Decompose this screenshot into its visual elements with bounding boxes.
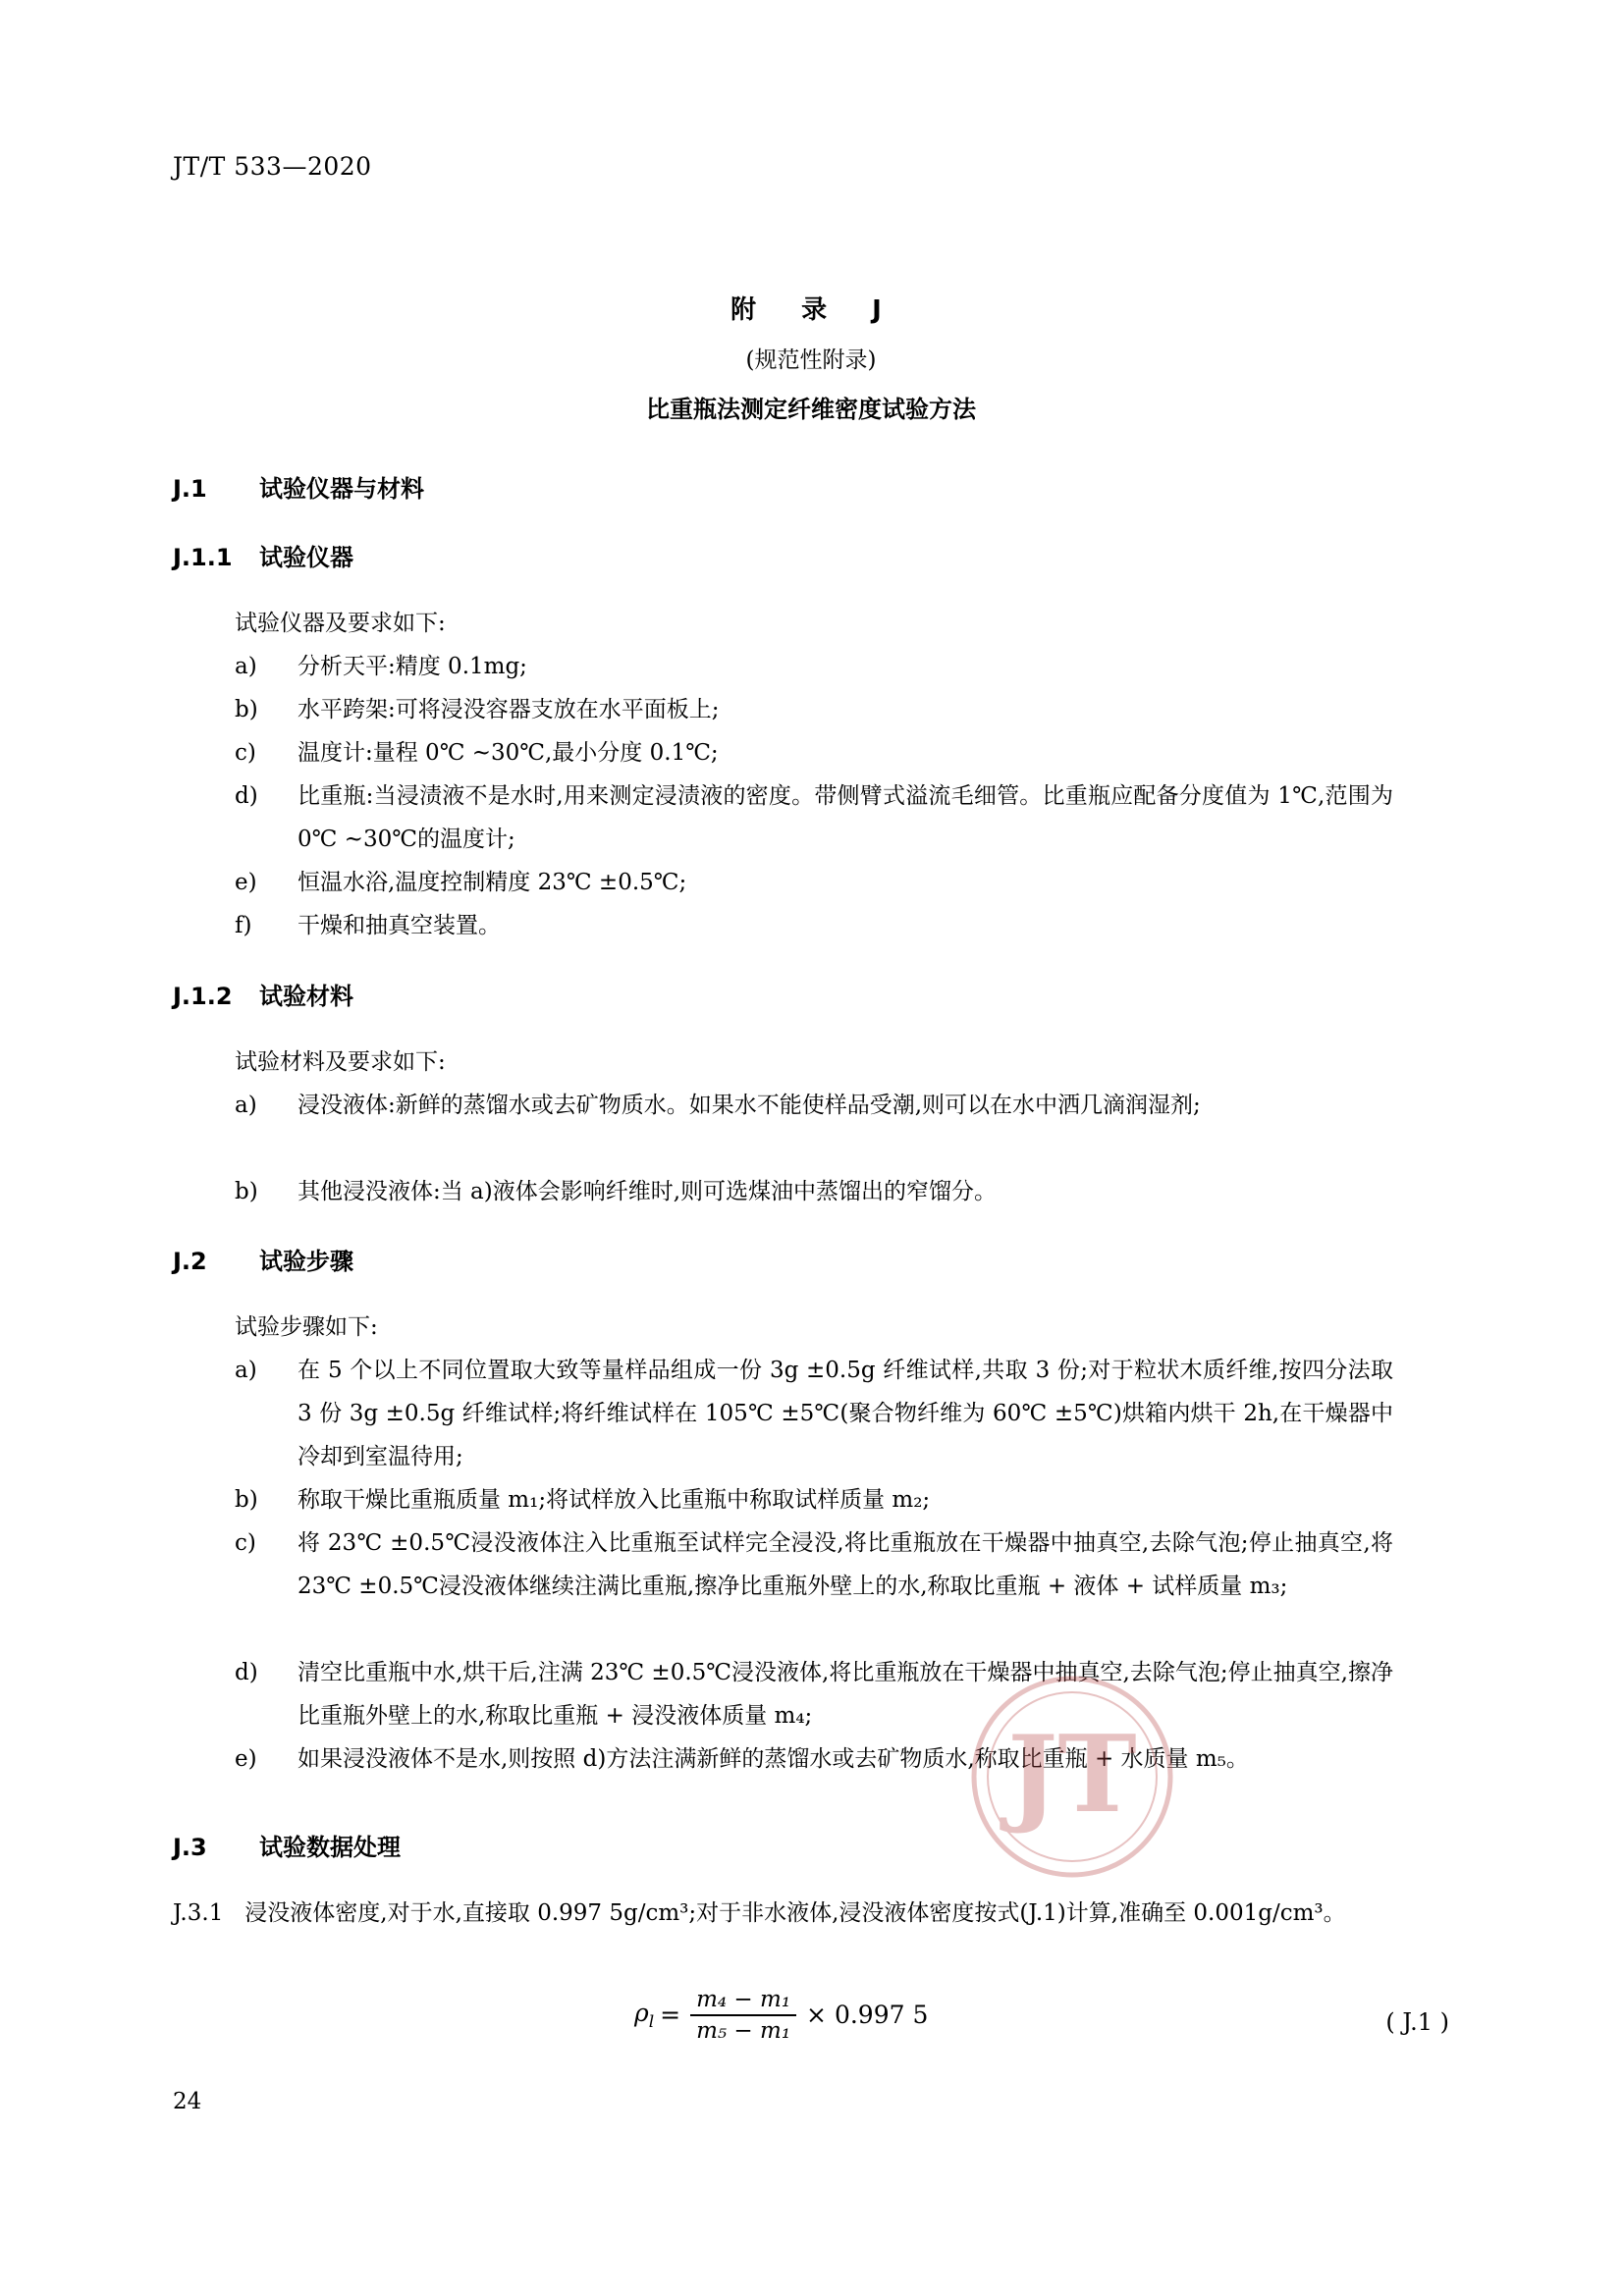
section-title-j2: 试验步骤 [259,1248,353,1275]
list-item-label: c) [235,1530,256,1556]
formula-symbol: $\rho_l$ [634,1998,655,2032]
formula-number: ( J.1 ) [1385,2008,1449,2036]
paragraph-j31 [173,1892,1449,1935]
page-content [173,0,1449,2296]
list-item [235,1478,1393,1522]
list-item-text: 将 23℃ ±0.5℃浸没液体注入比重瓶至试样完全浸没,将比重瓶放在干燥器中抽真空,去除气泡;停止抽真空,将 23℃ ±0.5℃浸没液体继续注满比重瓶,擦净比重瓶外壁上的水,称取比重瓶 + 液体 + 试样质量 m₃; [298,1530,1393,1599]
appendix-subtitle: (规范性附录) [745,347,877,373]
list-item-label: e) [235,1746,257,1772]
list-item-label: b) [235,1487,258,1513]
paragraph-j2-lead: 试验步骤如下: [235,1314,378,1340]
formula-multiplier: × 0.997 5 [806,2001,929,2030]
list-item [235,1349,1393,1478]
list-item-text: 恒温水浴,温度控制精度 23℃ ±0.5℃; [298,870,687,895]
list-item [235,731,1393,774]
paragraph-j11-lead: 试验仪器及要求如下: [235,611,446,636]
list-item [235,774,1393,861]
svg-text:JT: JT [1007,1713,1137,1837]
list-item-text: 如果浸没液体不是水,则按照 d)方法注满新鲜的蒸馏水或去矿物质水,称取比重瓶 + 水质量 m₅。 [298,1746,1249,1772]
list-item [235,1522,1393,1608]
section-title-j11: 试验仪器 [259,544,353,571]
page-header-standard-code: JT/T 533—2020 [173,152,372,181]
section-number-j1: J.1 [173,475,207,503]
formula-fraction [690,1987,796,2044]
list-item-label: d) [235,783,258,809]
formula-numerator: m₄ − m₁ [696,1987,791,2012]
appendix-title: 附 录 J [730,295,892,325]
list-item-label: a) [235,654,257,679]
list-item-label: a) [235,1358,257,1383]
paragraph-j12-lead: 试验材料及要求如下: [235,1049,446,1075]
section-number-j12: J.1.2 [173,983,233,1010]
section-heading-j12 [173,977,353,1011]
list-item-label: e) [235,870,257,895]
list-item [235,1651,1393,1737]
section-number-j31: J.3.1 [173,1900,224,1926]
section-number-j2: J.2 [173,1248,207,1275]
list-item [235,904,1393,947]
list-item-text: 浸没液体:新鲜的蒸馏水或去矿物质水。如果水不能使样品受潮,则可以在水中洒几滴润湿剂; [298,1093,1201,1118]
page-number: 24 [173,2089,202,2114]
list-item-text: 温度计:量程 0℃ ~30℃,最小分度 0.1℃; [298,740,719,766]
formula-expression [634,1987,928,2044]
section-heading-j1 [173,469,424,504]
list-item-label: f) [235,913,252,938]
list-item-text: 清空比重瓶中水,烘干后,注满 23℃ ±0.5℃浸没液体,将比重瓶放在干燥器中抽真空,去除气泡;停止抽真空,擦净比重瓶外壁上的水,称取比重瓶 + 浸没液体质量 m₄; [298,1660,1393,1729]
list-item-label: d) [235,1660,258,1685]
list-item [235,861,1393,904]
list-item-text: 水平跨架:可将浸没容器支放在水平面板上; [298,697,720,722]
list-item [235,1084,1393,1127]
list-item [235,1737,1393,1781]
formula-denominator: m₅ − m₁ [696,2017,791,2044]
section-number-j11: J.1.1 [173,544,233,571]
formula-block [173,1987,1449,2065]
list-item-text: 干燥和抽真空装置。 [298,913,501,938]
list-item [235,688,1393,731]
list-item-text: 分析天平:精度 0.1mg; [298,654,527,679]
list-item-label: b) [235,1179,258,1204]
list-item [235,1170,1393,1213]
section-title-j1: 试验仪器与材料 [259,475,424,503]
appendix-name: 比重瓶法测定纤维密度试验方法 [646,396,976,423]
section-heading-j2 [173,1242,353,1276]
list-item-text: 其他浸没液体:当 a)液体会影响纤维时,则可选煤油中蒸馏出的窄馏分。 [298,1179,998,1204]
list-item-text: 在 5 个以上不同位置取大致等量样品组成一份 3g ±0.5g 纤维试样,共取 3 份;对于粒状木质纤维,按四分法取 3 份 3g ±0.5g 纤维试样;将纤维试样在 105℃ ±5℃(聚合物纤维为 60℃ ±5℃)烘箱内烘干 2h,在干燥器中冷却到室温待用; [298,1358,1393,1469]
section-heading-j3 [173,1828,401,1862]
formula-equals: = [660,2001,681,2030]
list-item-text: 称取干燥比重瓶质量 m₁;将试样放入比重瓶中称取试样质量 m₂; [298,1487,931,1513]
section-title-j3: 试验数据处理 [259,1834,401,1861]
list-item-label: b) [235,697,258,722]
list-item [235,645,1393,688]
section-title-j12: 试验材料 [259,983,353,1010]
list-item-label: c) [235,740,256,766]
list-item-text: 比重瓶:当浸渍液不是水时,用来测定浸渍液的密度。带侧臂式溢流毛细管。比重瓶应配备分度值为 1℃,范围为 0℃ ~30℃的温度计; [298,783,1393,852]
paragraph-j31-text: 浸没液体密度,对于水,直接取 0.997 5g/cm³;对于非水液体,浸没液体密度按式(J.1)计算,准确至 0.001g/cm³。 [244,1900,1346,1926]
section-number-j3: J.3 [173,1834,207,1861]
section-heading-j11 [173,538,353,572]
list-item-label: a) [235,1093,257,1118]
